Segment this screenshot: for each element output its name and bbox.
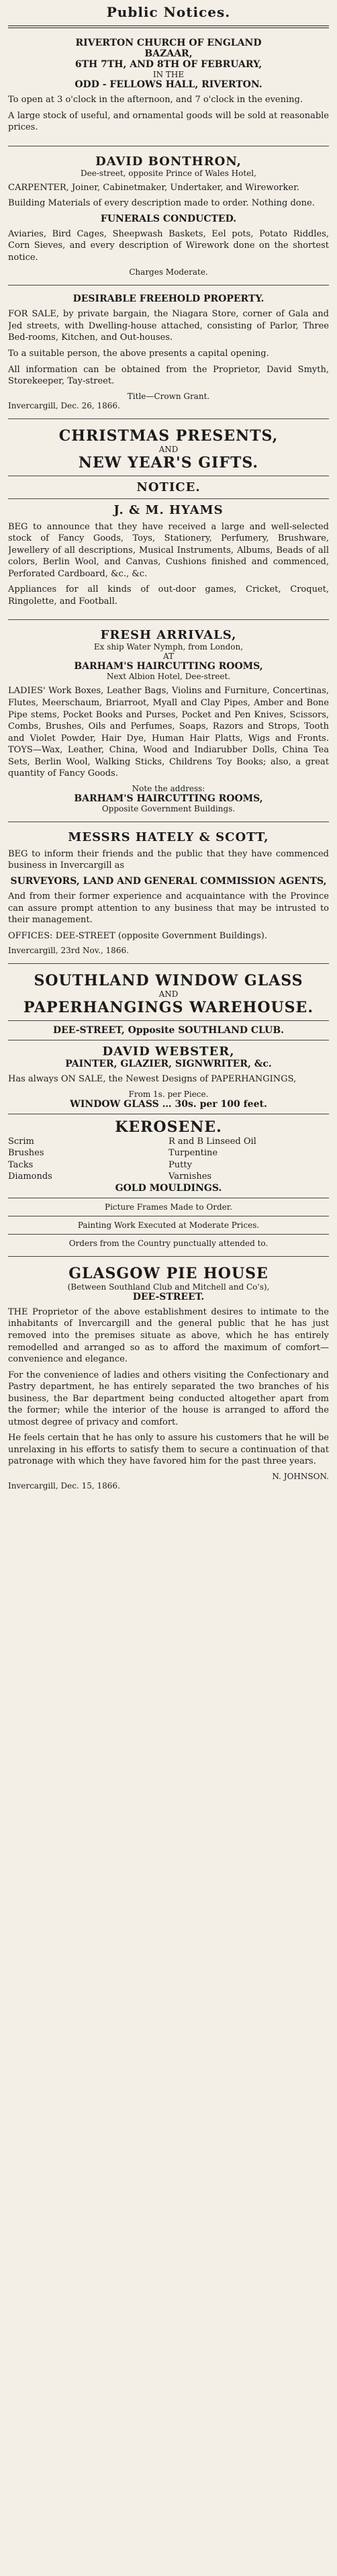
hately-offices: OFFICES: DEE-STREET (opposite Government Buildings). bbox=[8, 930, 267, 941]
southland-orders: Orders from the Country punctually attended to. bbox=[68, 1238, 269, 1248]
church-line2: BAZAAR, bbox=[144, 48, 193, 59]
southland-ad bbox=[8, 968, 329, 1252]
bonthron-materials: Building Materials of every description made to order. Nothing done. bbox=[8, 198, 315, 209]
christmas-notice: NOTICE. bbox=[136, 480, 201, 494]
divider bbox=[8, 1234, 329, 1235]
bonthron-charges: Charges Moderate. bbox=[129, 267, 208, 277]
list-item: Diamonds bbox=[8, 1171, 52, 1182]
southland-painting: Painting Work Executed at Moderate Prices. bbox=[77, 1220, 260, 1230]
list-item: Turpentine bbox=[168, 1148, 218, 1159]
divider bbox=[8, 1256, 329, 1257]
bonthron-items: Aviaries, Bird Cages, Sheepwash Baskets, Eel pots, Potato Riddles, Corn Sieves, and every description of Wirework done on the shortest notice. bbox=[8, 228, 329, 263]
southland-gold: GOLD MOULDINGS. bbox=[115, 1182, 222, 1194]
southland-paragraph-2: From 1s. per Piece. bbox=[128, 1089, 209, 1099]
hately-ad bbox=[8, 826, 329, 959]
christmas-firm: J. & M. HYAMS bbox=[113, 502, 224, 517]
freehold-ad bbox=[8, 290, 329, 414]
hately-role: SURVEYORS, LAND AND GENERAL COMMISSION AGENTS, bbox=[10, 875, 327, 887]
southland-line1: SOUTHLAND WINDOW GLASS bbox=[34, 972, 303, 990]
freehold-title: DESIRABLE FREEHOLD PROPERTY. bbox=[73, 294, 264, 305]
list-item: Putty bbox=[168, 1159, 192, 1170]
freehold-paragraph-1: FOR SALE, by private bargain, the Niagara Store, corner of Gala and Jed streets, with Dwelling-house attached, consisting of Parlor, Three Bed-rooms, Kitchen, and Out-houses. bbox=[8, 309, 329, 343]
list-item: Varnishes bbox=[168, 1171, 212, 1182]
divider bbox=[8, 821, 329, 822]
barham-line2: Ex ship Water Nymph, from London, bbox=[93, 642, 244, 652]
hately-name: MESSRS HATELY & SCOTT, bbox=[68, 830, 269, 844]
christmas-line3: NEW YEAR'S GIFTS. bbox=[78, 453, 259, 472]
glasgow-signer: N. JOHNSON. bbox=[272, 1471, 329, 1481]
southland-line4: DEE-STREET, Opposite SOUTHLAND CLUB. bbox=[52, 1025, 285, 1036]
bonthron-address: Dee-street, opposite Prince of Wales Hotel, bbox=[81, 168, 256, 178]
southland-line2: AND bbox=[158, 989, 179, 1000]
barham-note: Note the address: bbox=[132, 783, 205, 793]
divider bbox=[8, 963, 329, 964]
church-paragraph-2: A large stock of useful, and ornamental goods will be sold at reasonable prices. bbox=[8, 110, 329, 133]
list-item: R and B Linseed Oil bbox=[168, 1136, 256, 1147]
christmas-line1: CHRISTMAS PRESENTS, bbox=[58, 427, 279, 445]
southland-kerosene: KEROSENE. bbox=[115, 1118, 222, 1136]
southland-items-grid bbox=[8, 1136, 329, 1183]
divider bbox=[8, 498, 329, 499]
southland-paragraph-1: Has always ON SALE, the Newest Designs of PAPERHANGINGS, bbox=[8, 1074, 297, 1085]
bonthron-funerals: FUNERALS CONDUCTED. bbox=[100, 213, 237, 224]
hately-date: Invercargill, 23rd Nov., 1866. bbox=[8, 946, 129, 956]
southland-items-right bbox=[168, 1136, 329, 1183]
public-notices-page bbox=[8, 0, 329, 1501]
church-line4: IN THE bbox=[152, 70, 185, 79]
christmas-ad bbox=[8, 423, 329, 616]
church-line1: RIVERTON CHURCH OF ENGLAND bbox=[75, 38, 262, 48]
southland-name: DAVID WEBSTER, bbox=[102, 1045, 235, 1059]
glasgow-paragraph-1: THE Proprietor of the above establishment desires to intimate to the inhabitants of Invercargill and the general public that he has just removed into the premises situate as above, which he has entirely remodelled and arranged so as to afford the maximum of comfort—convenience and elegance. bbox=[8, 1306, 329, 1365]
church-paragraph-1: To open at 3 o'clock in the afternoon, and 7 o'clock in the evening. bbox=[8, 95, 303, 105]
hately-paragraph-2: And from their former experience and acquaintance with the Province can assure prompt attention to any business that may be intrusted to their management. bbox=[8, 891, 329, 926]
barham-paragraph-1: LADIES' Work Boxes, Leather Bags, Violins and Furniture, Concertinas, Flutes, Meerschaum, Briarroot, Myall and Clay Pipes, Amber and Bone Pipe stems, Pocket Books and Purses, Pocket and Pen Knives, Scissors, Combs, Brushes, Oils and Perfumes, Soaps, Razors and Strops, Tooth and Violet Powder, Hair Dye, Human Hair Platts, Wigs and Fronts. TOYS—Wax, Leather, China, Wood and Indiarubber Dolls, China Tea Sets, Berlin Wool, Walking Sticks, Childrens Toy Books; also, a great quantity of Fancy Goods. bbox=[8, 686, 329, 779]
bonthron-trade: CARPENTER, Joiner, Cabinetmaker, Undertaker, and Wireworker. bbox=[8, 182, 300, 193]
glasgow-street: DEE-STREET. bbox=[132, 1291, 205, 1302]
southland-glass: WINDOW GLASS … 30s. per 100 feet. bbox=[70, 1098, 267, 1110]
hately-paragraph-1: BEG to inform their friends and the public that they have commenced business in Invercargill as bbox=[8, 848, 329, 871]
divider bbox=[8, 619, 329, 620]
freehold-paragraph-3: All information can be obtained from the Proprietor, David Smyth, Storekeeper, Tay-street. bbox=[8, 364, 329, 387]
church-line5: ODD - FELLOWS HALL, RIVERTON. bbox=[75, 79, 262, 90]
barham-ad bbox=[8, 624, 329, 817]
church-line3: 6TH 7TH, AND 8TH OF FEBRUARY, bbox=[75, 59, 262, 70]
barham-line1: FRESH ARRIVALS, bbox=[100, 628, 237, 643]
barham-line5: Next Albion Hotel, Dee-street. bbox=[106, 672, 231, 682]
christmas-paragraph-2: Appliances for all kinds of out-door games, Cricket, Croquet, Ringolette, and Football. bbox=[8, 584, 329, 607]
freehold-title-grant: Title—Crown Grant. bbox=[127, 391, 210, 401]
title-double-rule bbox=[8, 26, 329, 28]
church-bazaar-ad bbox=[8, 34, 329, 142]
barham-line4: BARHAM'S HAIRCUTTING ROOMS, bbox=[74, 661, 263, 672]
glasgow-sub: (Between Southland Club and Mitchell and Co's), bbox=[67, 1282, 270, 1292]
southland-items-left bbox=[8, 1136, 168, 1183]
southland-trade: PAINTER, GLAZIER, SIGNWRITER, &c. bbox=[65, 1059, 272, 1070]
bonthron-name: DAVID BONTHRON, bbox=[95, 154, 242, 169]
southland-line3: PAPERHANGINGS WAREHOUSE. bbox=[23, 999, 314, 1017]
divider bbox=[8, 1020, 329, 1021]
list-item: Brushes bbox=[8, 1148, 44, 1159]
page-title: Public Notices. bbox=[106, 4, 231, 20]
freehold-paragraph-2: To a suitable person, the above presents a capital opening. bbox=[8, 349, 269, 359]
list-item: Tacks bbox=[8, 1159, 34, 1170]
divider bbox=[8, 418, 329, 419]
glasgow-paragraph-2: For the convenience of ladies and others visiting the Confectionary and Pastry department, he has entirely separated the two branches of his business, the Bar department being conducted altogether apart from the former; while the interior of the house is arranged to afford the utmost degree of privacy and comfort. bbox=[8, 1370, 329, 1427]
christmas-paragraph-1: BEG to announce that they have received a large and well-selected stock of Fancy Goods, Toys, Stationery, Perfumery, Brushware, Jewellery of all descriptions, Musical Instruments, Albums, Beads of all colors, Berlin Wool, and Canvas, Cushions finished and commenced, Perforated Cardboard, &c., &c. bbox=[8, 521, 329, 579]
bonthron-ad bbox=[8, 150, 329, 281]
southland-frames: Picture Frames Made to Order. bbox=[105, 1202, 232, 1212]
glasgow-date: Invercargill, Dec. 15, 1866. bbox=[8, 1480, 120, 1491]
glasgow-title: GLASGOW PIE HOUSE bbox=[68, 1264, 269, 1282]
glasgow-ad bbox=[8, 1261, 329, 1495]
barham-address-1: BARHAM'S HAIRCUTTING ROOMS, bbox=[74, 793, 263, 804]
barham-line3: AT bbox=[162, 652, 174, 662]
glasgow-paragraph-3: He feels certain that he has only to assure his customers that he will be unrelaxing in his efforts to satisfy them to secure a continuation of that patronage with which they have favored him for the past three years. bbox=[8, 1433, 329, 1467]
christmas-line2: AND bbox=[158, 444, 179, 454]
list-item: Scrim bbox=[8, 1136, 34, 1147]
barham-address-2: Opposite Government Buildings. bbox=[101, 803, 236, 813]
freehold-date: Invercargill, Dec. 26, 1866. bbox=[8, 400, 120, 410]
